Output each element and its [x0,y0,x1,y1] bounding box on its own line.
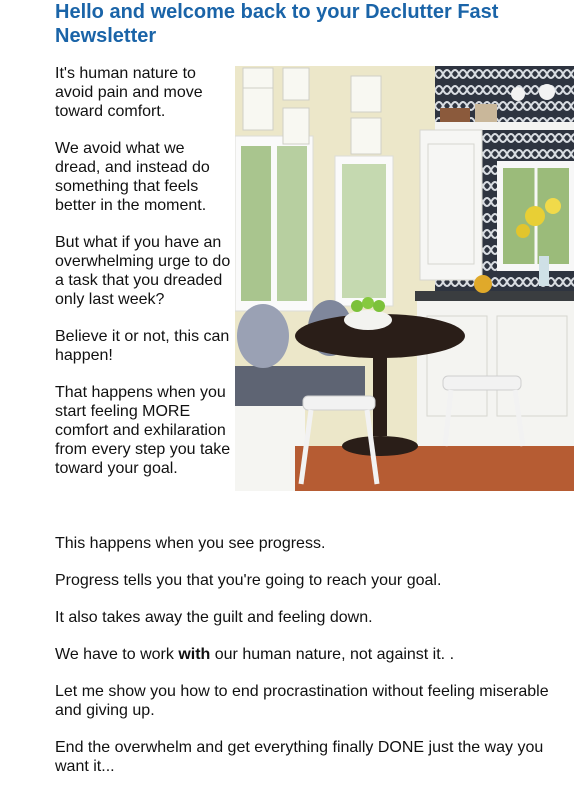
newsletter-title: Hello and welcome back to your Declutter Fast Newsletter [55,1,499,47]
intro-paragraph-2: We avoid what we dread, and instead do something that feels better in the moment. [55,140,210,214]
intro-paragraph-1: It's human nature to avoid pain and move toward comfort. [55,65,203,120]
body-paragraph-5: Let me show you how to end procrastination without feeling miserable and giving up. [55,683,549,719]
intro-paragraph-4: Believe it or not, this can happen! [55,328,230,364]
body-paragraph-6: End the overwhelm and get everything finally DONE just the way you want it... [55,739,544,775]
body-paragraph-4 [55,645,575,664]
body-paragraph-1: This happens when you see progress. [55,535,326,552]
body-paragraph-2: Progress tells you that you're going to reach your goal. [55,572,442,589]
intro-paragraph-5: That happens when you start feeling MORE comfort and exhilaration from every step you take toward your goal. [55,384,231,477]
work-with-bold: with [178,646,211,663]
intro-paragraph-3: But what if you have an overwhelming urge to do a task that you dreaded only last week? [55,234,231,308]
breakfast-nook-photo [235,66,574,491]
intro-column [55,64,233,496]
work-with-after: our human nature, not against it. . [210,646,455,663]
body-paragraph-3: It also takes away the guilt and feeling down. [55,609,373,626]
work-with-before: We have to work [55,646,179,663]
body-column [55,534,575,794]
